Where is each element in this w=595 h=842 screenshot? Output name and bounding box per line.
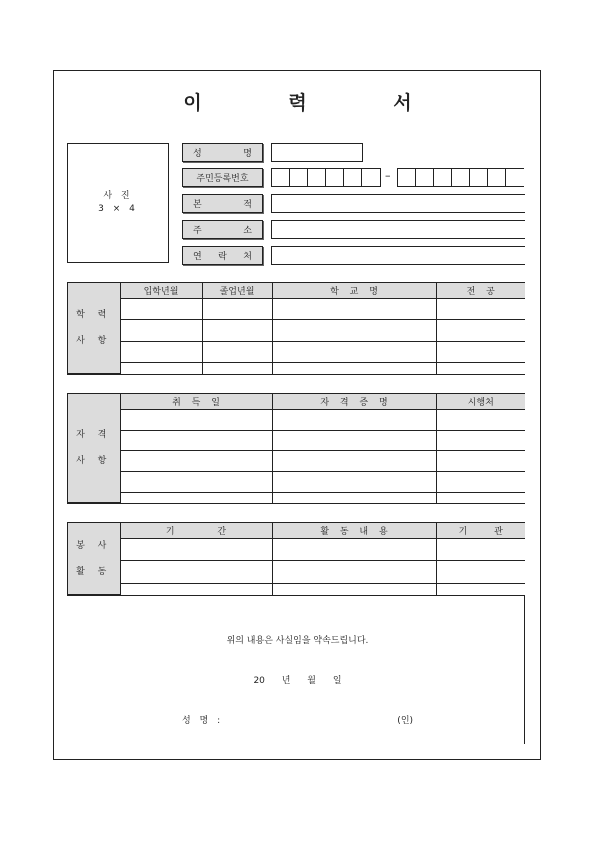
education-table [68, 283, 525, 374]
rrn-back-field[interactable] [397, 168, 524, 187]
volunteer-side-label: 봉 사 활 동 [68, 523, 120, 595]
table-row[interactable] [68, 410, 525, 431]
declaration-text: 위의 내용은 사실임을 약속드립니다. [226, 636, 369, 646]
education-side-label: 학 력 사 항 [68, 283, 120, 374]
education-header-graduation: 졸업년월 [202, 283, 272, 299]
volunteer-header-activity: 활 동 내 용 [272, 523, 436, 539]
table-row[interactable] [68, 320, 525, 341]
education-header-school: 학 교 명 [272, 283, 436, 299]
origin-field[interactable] [271, 194, 525, 213]
table-row[interactable] [68, 299, 525, 320]
rrn-dash: – [385, 169, 391, 182]
table-row[interactable] [68, 451, 525, 472]
table-row[interactable] [68, 341, 525, 362]
photo-box[interactable] [67, 143, 169, 263]
education-header-major: 전 공 [436, 283, 525, 299]
contact-label: 연 락 처 [182, 246, 263, 265]
address-label: 주 소 [182, 220, 263, 239]
certificates-side-label: 자 격 사 항 [68, 394, 120, 503]
volunteer-header-organization: 기 관 [436, 523, 525, 539]
page-title: 이 력 서 [183, 92, 452, 114]
certificates-section [67, 393, 525, 504]
certificates-header-name: 자 격 증 명 [272, 394, 436, 410]
name-field[interactable] [271, 143, 363, 162]
table-row[interactable] [68, 539, 525, 561]
table-row[interactable] [68, 471, 525, 492]
rrn-label: 주민등록번호 [182, 168, 263, 187]
certificates-header-date: 취 득 일 [120, 394, 272, 410]
table-row[interactable] [68, 583, 525, 594]
photo-size: 3 × 4 [98, 204, 138, 214]
volunteer-section [67, 522, 525, 596]
rrn-front-field[interactable] [271, 168, 381, 187]
photo-label: 사 진 [103, 191, 133, 201]
table-row[interactable] [68, 430, 525, 451]
certificates-header-issuer: 시행처 [436, 394, 525, 410]
education-header-admission: 입학년월 [120, 283, 202, 299]
volunteer-table [68, 523, 525, 595]
volunteer-header-period: 기 간 [120, 523, 272, 539]
table-row[interactable] [68, 492, 525, 502]
name-label: 성 명 [182, 143, 263, 162]
education-section [67, 282, 525, 375]
certificates-table [68, 394, 525, 503]
origin-label: 본 적 [182, 194, 263, 213]
date-line: 20 년 월 일 [253, 676, 342, 686]
address-field[interactable] [271, 220, 525, 239]
signature-line[interactable]: 성 명 : (인) [181, 716, 414, 726]
table-row[interactable] [68, 561, 525, 583]
table-row[interactable] [68, 363, 525, 374]
contact-field[interactable] [271, 246, 525, 265]
